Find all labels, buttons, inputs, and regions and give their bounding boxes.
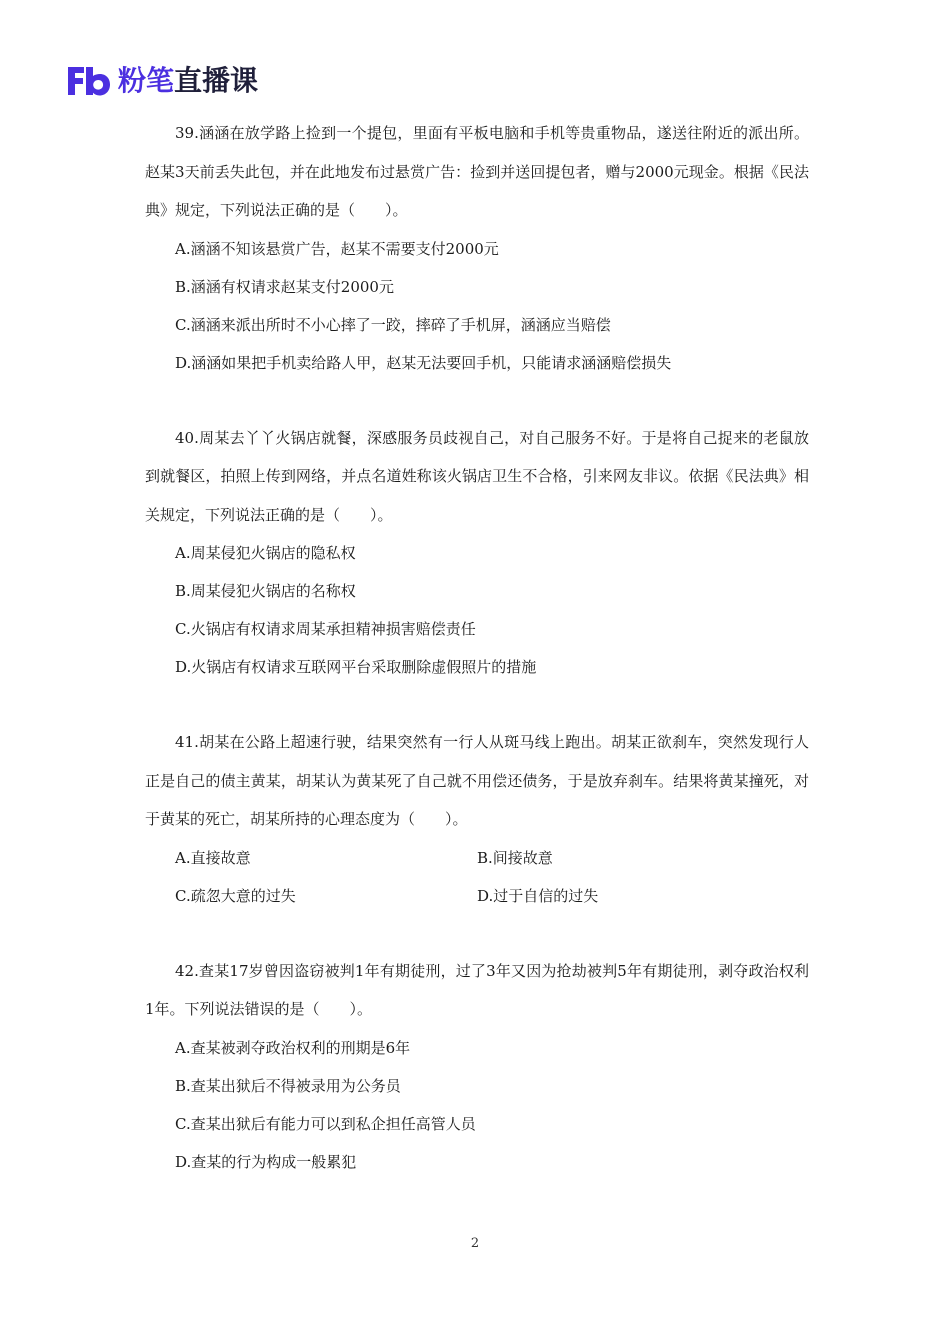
question-39 — [145, 114, 809, 382]
page-number: 2 — [470, 1236, 480, 1251]
option-d: D.查某的行为构成一般累犯 — [175, 1152, 357, 1171]
product-name: 直播课 — [174, 64, 259, 97]
spacer — [145, 915, 809, 952]
question-42 — [145, 952, 809, 1181]
option-d: D.火锅店有权请求互联网平台采取删除虚假照片的措施 — [175, 658, 537, 676]
option-a: A.涵涵不知该悬赏广告，赵某不需要支付2000元 — [175, 239, 499, 258]
option-b: B.周某侵犯火锅店的名称权 — [175, 582, 356, 600]
fenbi-logo-icon — [66, 65, 112, 97]
option-c: C.疏忽大意的过失 — [175, 886, 296, 905]
option-b: B.查某出狱后不得被录用为公务员 — [175, 1076, 401, 1095]
option-row — [145, 839, 809, 877]
question-stem: 42.查某17岁曾因盗窃被判1年有期徒刑，过了3年又因为抢劫被判5年有期徒刑，剥夺政治权利1年。下列说法错误的是（ ）。 — [145, 961, 809, 1018]
brand-name: 粉笔 — [118, 64, 175, 97]
spacer — [145, 382, 809, 419]
option-c: C.火锅店有权请求周某承担精神损害赔偿责任 — [175, 620, 476, 638]
brand-logo — [66, 62, 258, 100]
option-d: D.涵涵如果把手机卖给路人甲，赵某无法要回手机，只能请求涵涵赔偿损失 — [175, 353, 672, 372]
option-d: D.过于自信的过失 — [477, 886, 599, 905]
exam-content — [145, 114, 809, 1181]
option-row — [145, 877, 809, 915]
brand-wordmark — [118, 62, 258, 100]
option-c: C.涵涵来派出所时不小心摔了一跤，摔碎了手机屏，涵涵应当赔偿 — [175, 315, 611, 334]
question-41 — [145, 723, 809, 915]
option-a: A.查某被剥夺政治权利的刑期是6年 — [175, 1038, 411, 1057]
question-40 — [145, 419, 809, 687]
option-b: B.间接故意 — [477, 848, 553, 867]
option-a: A.直接故意 — [175, 848, 251, 867]
option-b: B.涵涵有权请求赵某支付2000元 — [175, 277, 394, 296]
question-stem: 39.涵涵在放学路上捡到一个提包，里面有平板电脑和手机等贵重物品，遂送往附近的派出所。赵某3天前丢失此包，并在此地发布过悬赏广告：捡到并送回提包者，赠与2000元现金。根据《民法典》规定，下列说法正确的是（ ）。 — [145, 124, 809, 219]
question-stem: 40.周某去丫丫火锅店就餐，深感服务员歧视自己，对自己服务不好。于是将自己捉来的老鼠放到就餐区，拍照上传到网络，并点名道姓称该火锅店卫生不合格，引来网友非议。依据《民法典》相关规定，下列说法正确的是（ ）。 — [145, 428, 809, 524]
question-stem: 41.胡某在公路上超速行驶，结果突然有一行人从斑马线上跑出。胡某正欲刹车，突然发现行人正是自己的债主黄某，胡某认为黄某死了自己就不用偿还债务，于是放弃刹车。结果将黄某撞死，对于黄某的死亡，胡某所持的心理态度为（ ）。 — [145, 733, 809, 828]
spacer — [145, 686, 809, 723]
option-a: A.周某侵犯火锅店的隐私权 — [175, 544, 356, 562]
option-c: C.查某出狱后有能力可以到私企担任高管人员 — [175, 1114, 476, 1133]
